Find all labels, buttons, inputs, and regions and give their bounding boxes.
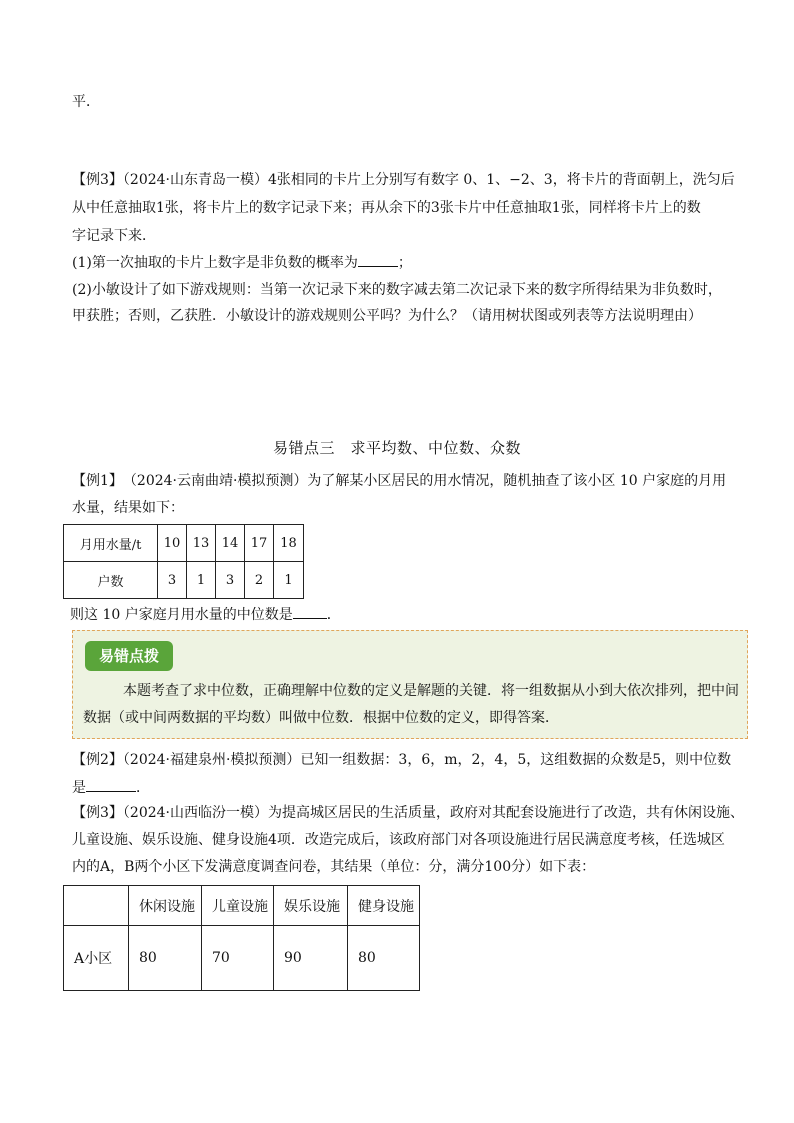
table-cell: 1 — [187, 562, 216, 599]
table-row — [64, 525, 304, 562]
table-header-cell: 娱乐设施 — [274, 886, 348, 926]
table-row — [64, 562, 304, 599]
example2-line1: 【例2】（2024·福建泉州·模拟预测）已知一组数据：3，6，m，2，4，5，这组数据的众数是5，则中位数 — [72, 752, 732, 768]
table-row-header: A小区 — [64, 926, 129, 991]
table-cell: 3 — [158, 562, 187, 599]
table-cell: 80 — [129, 926, 202, 991]
table-header-cell — [64, 886, 129, 926]
table-cell: 13 — [187, 525, 216, 562]
table-header-row — [64, 886, 420, 926]
table-cell: 70 — [202, 926, 274, 991]
error-tip-box — [72, 630, 748, 739]
example1-line1: 【例1】 （2024·云南曲靖·模拟预测）为了解某小区居民的用水情况，随机抽查了该小区 10 户家庭的月用 — [72, 473, 727, 489]
table-cell: 10 — [158, 525, 187, 562]
question1-text: (1)第一次抽取的卡片上数字是非负数的概率为 — [72, 255, 358, 271]
example1-question-suffix: ． — [326, 607, 341, 623]
example1-line2: 水量，结果如下： — [72, 500, 184, 516]
table-cell: 3 — [216, 562, 245, 599]
example1-question — [70, 604, 341, 625]
answer-blank[interactable] — [86, 777, 136, 792]
example3-top-line2: 从中任意抽取1张，将卡片上的数字记录下来；再从余下的3张卡片中任意抽取1张，同样将卡片上的数 — [72, 200, 701, 216]
example3-line1: 【例3】（2024·山西临汾一模）为提高城区居民的生活质量，政府对其配套设施进行了改造，共有休闲设施、 — [72, 805, 744, 821]
answer-blank[interactable] — [293, 604, 327, 619]
section-title: 易错点三 求平均数、中位数、众数 — [272, 439, 521, 457]
page-fragment-text: 平． — [72, 94, 100, 110]
example3-top-question2-line2: 甲获胜；否则，乙获胜．小敏设计的游戏规则公平吗？为什么？（请用树状图或列表等方法说明理由） — [72, 308, 702, 324]
satisfaction-table — [63, 885, 420, 991]
example3-top-line1: 【例3】（2024·山东青岛一模）4张相同的卡片上分别写有数字 0、1、−2、3，将卡片的背面朝上，洗匀后 — [72, 172, 735, 188]
question1-suffix: ； — [397, 255, 412, 271]
table-row — [64, 926, 420, 991]
table-cell: 90 — [274, 926, 348, 991]
table-cell: 14 — [216, 525, 245, 562]
table-cell: 17 — [245, 525, 274, 562]
answer-blank[interactable] — [358, 252, 398, 267]
tip-line2: 数据（或中间两数据的平均数）叫做中位数．根据中位数的定义，即得答案． — [83, 710, 559, 726]
example3-top-question1 — [72, 252, 412, 273]
tip-line1: 本题考查了求中位数，正确理解中位数的定义是解题的关键．将一组数据从小到大依次排列，把中间 — [123, 683, 739, 699]
example3-top-question2-line1: (2)小敏设计了如下游戏规则：当第一次记录下来的数字减去第二次记录下来的数字所得结果为非负数时， — [72, 282, 722, 298]
example1-question-text: 则这 10 户家庭月用水量的中位数是 — [70, 607, 293, 623]
table-row-header: 月用水量/t — [64, 525, 158, 562]
table-cell: 80 — [348, 926, 420, 991]
example2-line2-text: 是 — [72, 780, 86, 796]
table-header-cell: 休闲设施 — [129, 886, 202, 926]
table-cell: 18 — [274, 525, 304, 562]
example3-line2: 儿童设施、娱乐设施、健身设施4项．改造完成后，该政府部门对各项设施进行居民满意度考核，任选城区 — [72, 832, 725, 848]
water-usage-table — [63, 524, 304, 599]
example3-top-line3: 字记录下来． — [72, 228, 156, 244]
example3-line3: 内的A，B两个小区下发满意度调查问卷，其结果（单位：分，满分100分）如下表： — [72, 859, 596, 875]
table-cell: 2 — [245, 562, 274, 599]
example2-line2-suffix: ． — [136, 780, 150, 796]
error-tip-badge: 易错点拨 — [85, 641, 173, 671]
table-row-header: 户数 — [64, 562, 158, 599]
example2-line2 — [72, 777, 150, 798]
table-cell: 1 — [274, 562, 304, 599]
table-header-cell: 儿童设施 — [202, 886, 274, 926]
table-header-cell: 健身设施 — [348, 886, 420, 926]
